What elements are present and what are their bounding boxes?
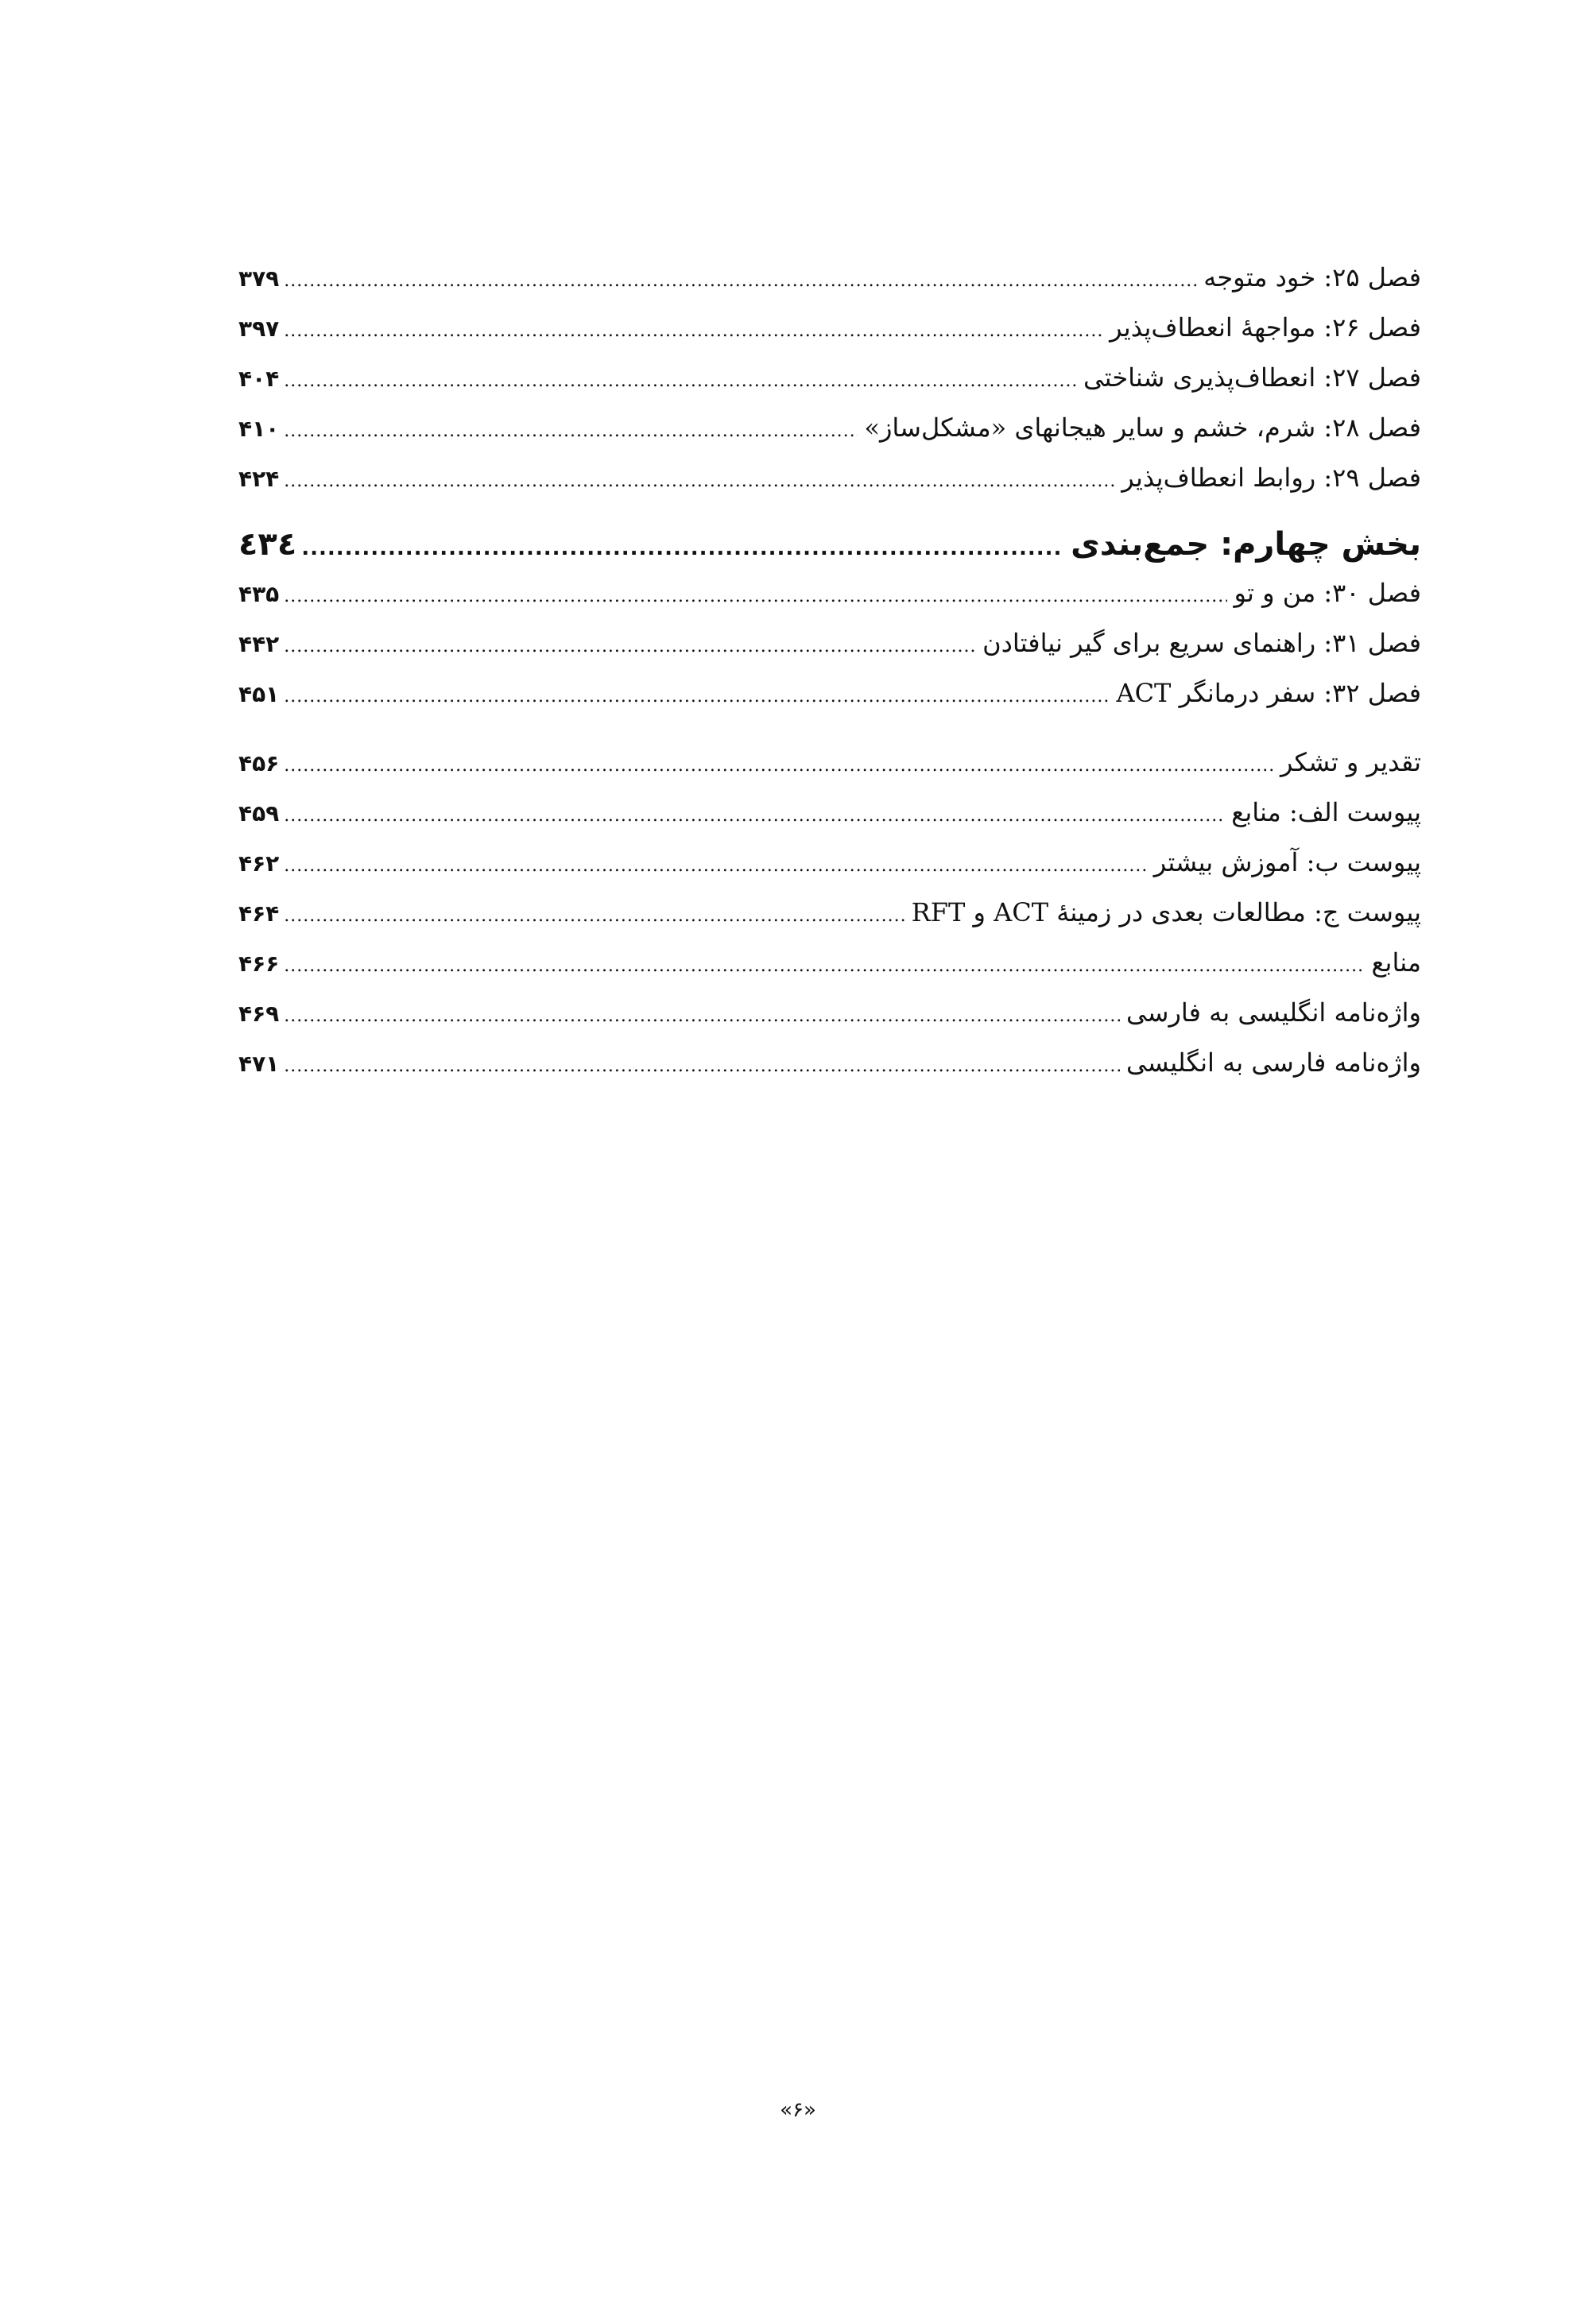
- dot-leader: [284, 410, 858, 449]
- section-spacer: [238, 718, 1421, 738]
- toc-entry-appendix-a[interactable]: [238, 788, 1421, 838]
- dot-leader: [284, 575, 1227, 614]
- toc-entry-title: تقدیر و تشکر: [1280, 747, 1421, 777]
- toc-entry-appendix-c[interactable]: [238, 888, 1421, 938]
- toc-entry-title: منابع: [1371, 947, 1421, 978]
- toc-entry-title: فصل ۲۶: مواجههٔ انعطاف‌پذیر: [1110, 312, 1421, 343]
- toc-entry-chapter-28[interactable]: [238, 403, 1421, 453]
- toc-entry-title: فصل ۲۵: خود متوجه: [1203, 262, 1421, 292]
- toc-entry-title: فصل ۲۷: انعطاف‌پذیری شناختی: [1083, 362, 1421, 393]
- dot-leader: [284, 745, 1274, 784]
- toc-entry-glossary-en-fa[interactable]: [238, 988, 1421, 1038]
- toc-entry-glossary-fa-en[interactable]: [238, 1038, 1421, 1088]
- toc-entry-page: ۴۴۲: [238, 631, 280, 657]
- toc-entry-page: ۴۶۴: [238, 900, 280, 927]
- dot-leader: [284, 795, 1225, 834]
- dot-leader: [284, 945, 1365, 984]
- toc-entry-chapter-32[interactable]: [238, 668, 1421, 718]
- dot-leader: [284, 995, 1120, 1034]
- toc-entry-page: ۴۵۱: [238, 681, 280, 707]
- toc-entry-page: ۴۶۶: [238, 951, 280, 977]
- toc-entry-appendix-b[interactable]: [238, 838, 1421, 888]
- toc-entry-chapter-30[interactable]: [238, 568, 1421, 618]
- toc-entry-title: فصل ۳۲: سفر درمانگر ACT: [1116, 678, 1421, 708]
- toc-entry-page: ۴۰۴: [238, 366, 280, 392]
- dot-leader: [284, 895, 905, 934]
- toc-entry-chapter-31[interactable]: [238, 618, 1421, 668]
- toc-entry-title: واژه‌نامه انگلیسی به فارسی: [1125, 997, 1421, 1028]
- dot-leader: [284, 260, 1197, 299]
- toc-entry-title: پیوست الف: منابع: [1231, 797, 1421, 827]
- toc-entry-page: ۴۵۶: [238, 750, 280, 776]
- toc-entry-page: ۴۶۲: [238, 850, 280, 877]
- dot-leader: [284, 460, 1115, 499]
- toc-entry-page: ۳۷۹: [238, 265, 280, 292]
- dot-leader: [284, 310, 1103, 349]
- toc-entry-title: پیوست ج: مطالعات بعدی در زمینهٔ ACT و RFT: [911, 897, 1421, 927]
- table-of-contents: [238, 253, 1421, 1088]
- toc-entry-chapter-26[interactable]: [238, 303, 1421, 353]
- toc-entry-chapter-27[interactable]: [238, 353, 1421, 403]
- toc-entry-chapter-29[interactable]: [238, 453, 1421, 503]
- toc-entry-page: ۴۱۰: [238, 416, 280, 442]
- toc-entry-title: فصل ۲۸: شرم، خشم و سایر هیجانهای «مشکل‌ساز»: [864, 412, 1421, 443]
- toc-entry-page: ۴۶۹: [238, 1001, 280, 1027]
- toc-entry-page: ۳۹۷: [238, 316, 280, 342]
- dot-leader: [284, 625, 976, 664]
- dot-leader: [284, 1045, 1120, 1084]
- toc-entry-chapter-25[interactable]: [238, 253, 1421, 303]
- toc-entry-acknowledgements[interactable]: [238, 738, 1421, 788]
- toc-entry-page: ۴۳۵: [238, 581, 280, 607]
- toc-entry-title: فصل ۳۰: من و تو: [1234, 578, 1421, 608]
- toc-entry-title: فصل ۳۱: راهنمای سریع برای گیر نیافتادن: [982, 628, 1421, 658]
- toc-entry-page: ۴۲۴: [238, 466, 280, 492]
- toc-entry-page: ۴۵۹: [238, 800, 280, 827]
- toc-entry-title: پیوست ب: آموزش بیشتر: [1153, 847, 1421, 877]
- page-number: «۶»: [780, 2098, 816, 2122]
- dot-leader: [284, 676, 1110, 714]
- toc-part-page: ٤٣٤: [238, 526, 297, 563]
- toc-entry-title: واژه‌نامه فارسی به انگلیسی: [1125, 1047, 1421, 1078]
- dot-leader: [284, 845, 1147, 884]
- toc-part-heading[interactable]: [238, 503, 1421, 568]
- toc-part-title: بخش چهارم: جمع‌بندی: [1071, 526, 1421, 563]
- toc-entry-page: ۴۷۱: [238, 1051, 280, 1077]
- toc-entry-title: فصل ۲۹: روابط انعطاف‌پذیر: [1121, 463, 1421, 493]
- toc-entry-references[interactable]: [238, 938, 1421, 988]
- dot-leader: [284, 360, 1077, 399]
- dot-leader: [301, 527, 1064, 566]
